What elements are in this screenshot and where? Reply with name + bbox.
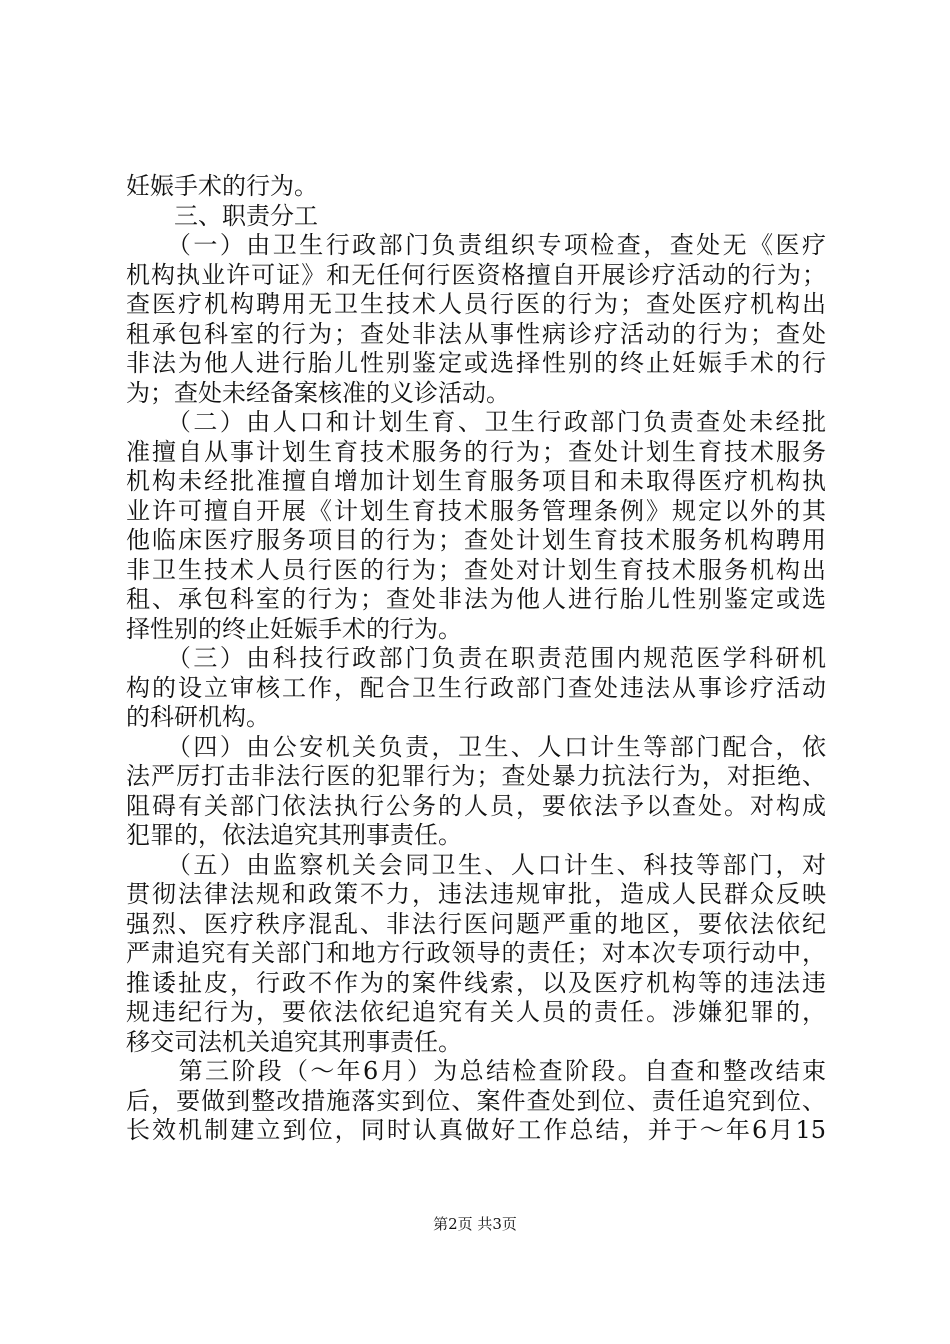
paragraph-line: 查医疗机构聘用无卫生技术人员行医的行为；查处医疗机构出 xyxy=(126,290,826,318)
paragraph-line: 租承包科室的行为；查处非法从事性病诊疗活动的行为；查处 xyxy=(126,319,826,348)
paragraph-line: 强烈、医疗秩序混乱、非法行医问题严重的地区，要依法依纪 xyxy=(126,909,826,938)
paragraph-line: 构的设立审核工作，配合卫生行政部门查处违法从事诊疗活动 xyxy=(126,673,826,702)
paragraph-line: （五）由监察机关会同卫生、人口计生、科技等部门，对 xyxy=(126,850,826,879)
paragraph-line: 择性别的终止妊娠手术的行为。 xyxy=(126,614,462,643)
paragraph-line: （四）由公安机关负责，卫生、人口计生等部门配合，依 xyxy=(126,732,826,761)
paragraph-line: 准擅自从事计划生育技术服务的行为；查处计划生育技术服务 xyxy=(126,437,826,466)
paragraph-line: 非法为他人进行胎儿性别鉴定或选择性别的终止妊娠手术的行 xyxy=(126,349,826,377)
paragraph-line: 法严厉打击非法行医的犯罪行为；查处暴力抗法行为，对拒绝、 xyxy=(126,762,826,790)
paragraph-line: 严肃追究有关部门和地方行政领导的责任；对本次专项行动中， xyxy=(126,939,826,967)
paragraph-line: 第三阶段（～年6月）为总结检查阶段。自查和整改结束 xyxy=(126,1057,826,1085)
paragraph-line: （三）由科技行政部门负责在职责范围内规范医学科研机 xyxy=(126,644,826,672)
paragraph-line: 长效机制建立到位，同时认真做好工作总结，并于～年6月15 xyxy=(126,1116,826,1144)
section-heading: 三、职责分工 xyxy=(126,201,318,230)
paragraph-line: 移交司法机关追究其刑事责任。 xyxy=(126,1027,462,1056)
paragraph-line: 的科研机构。 xyxy=(126,703,270,731)
paragraph-line: 非卫生技术人员行医的行为；查处对计划生育技术服务机构出 xyxy=(126,555,826,584)
paragraph-line: 后，要做到整改措施落实到位、案件查处到位、责任追究到位、 xyxy=(126,1086,826,1115)
paragraph-line: 阻碍有关部门依法执行公务的人员，要依法予以查处。对构成 xyxy=(126,791,826,820)
paragraph-line: 为；查处未经备案核准的义诊活动。 xyxy=(126,378,510,407)
paragraph-line: 租、承包科室的行为；查处非法为他人进行胎儿性别鉴定或选 xyxy=(126,585,826,613)
paragraph-line: 机构未经批准擅自增加计划生育服务项目和未取得医疗机构执 xyxy=(126,467,826,495)
body-text xyxy=(126,172,826,1146)
paragraph-line: （一）由卫生行政部门负责组织专项检查，查处无《医疗 xyxy=(126,231,826,259)
paragraph-line: 贯彻法律法规和政策不力，违法违规审批，造成人民群众反映 xyxy=(126,880,826,908)
paragraph-line: （二）由人口和计划生育、卫生行政部门负责查处未经批 xyxy=(126,408,826,436)
paragraph-line: 规违纪行为，要依法依纪追究有关人员的责任。涉嫌犯罪的， xyxy=(126,998,826,1026)
paragraph-line: 妊娠手术的行为。 xyxy=(126,172,318,200)
page-footer xyxy=(0,1214,950,1234)
paragraph-line: 机构执业许可证》和无任何行医资格擅自开展诊疗活动的行为； xyxy=(126,260,826,289)
paragraph-line: 业许可擅自开展《计划生育技术服务管理条例》规定以外的其 xyxy=(126,496,826,525)
page-number-label: 第2页 共3页 xyxy=(433,1215,517,1233)
paragraph-line: 推诿扯皮，行政不作为的案件线索，以及医疗机构等的违法违 xyxy=(126,968,826,997)
paragraph-line: 他临床医疗服务项目的行为；查处计划生育技术服务机构聘用 xyxy=(126,526,826,554)
paragraph-line: 犯罪的，依法追究其刑事责任。 xyxy=(126,821,462,849)
